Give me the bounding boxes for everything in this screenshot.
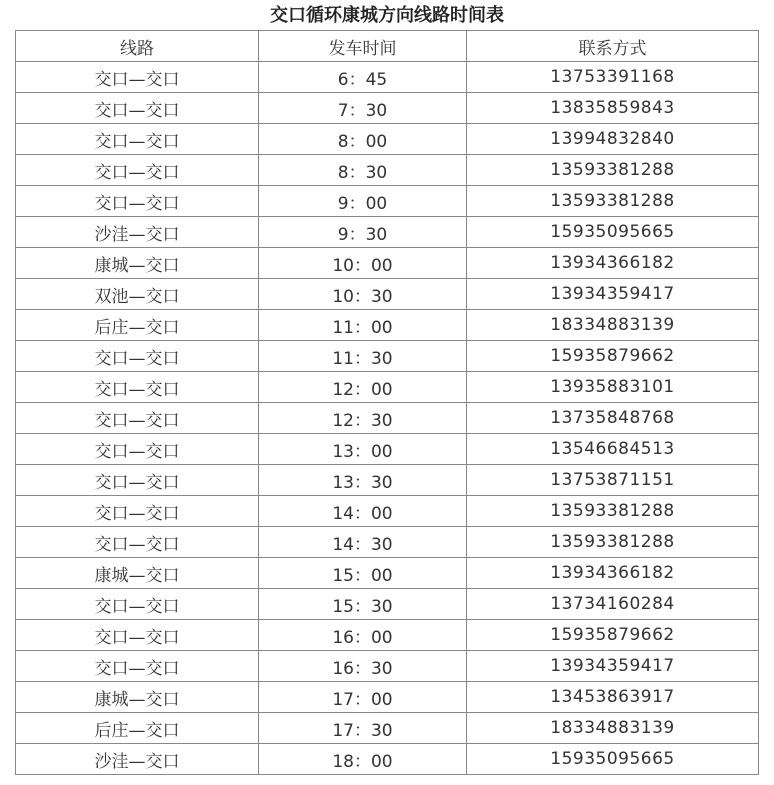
table-row xyxy=(16,279,759,310)
route-cell: 交口—交口 xyxy=(16,620,259,651)
departure-time-cell: 8：30 xyxy=(259,155,467,186)
column-header-time: 发车时间 xyxy=(259,31,467,62)
route-cell: 交口—交口 xyxy=(16,434,259,465)
route-cell: 沙洼—交口 xyxy=(16,744,259,775)
departure-time-cell: 10：00 xyxy=(259,248,467,279)
table-row xyxy=(16,496,759,527)
table-row xyxy=(16,651,759,682)
table-row xyxy=(16,186,759,217)
departure-time-cell: 9：00 xyxy=(259,186,467,217)
contact-phone-cell: 15935095665 xyxy=(467,217,759,248)
table-row xyxy=(16,620,759,651)
departure-time-cell: 16：30 xyxy=(259,651,467,682)
departure-time-cell: 14：00 xyxy=(259,496,467,527)
contact-phone-cell: 18334883139 xyxy=(467,713,759,744)
table-row xyxy=(16,403,759,434)
table-row xyxy=(16,558,759,589)
table-row xyxy=(16,93,759,124)
contact-phone-cell: 13934366182 xyxy=(467,248,759,279)
schedule-table xyxy=(15,30,759,775)
page-title: 交口循环康城方向线路时间表 xyxy=(270,5,504,26)
departure-time-cell: 18：00 xyxy=(259,744,467,775)
table-row xyxy=(16,124,759,155)
contact-phone-cell: 13593381288 xyxy=(467,186,759,217)
table-row xyxy=(16,713,759,744)
departure-time-cell: 6：45 xyxy=(259,62,467,93)
table-row xyxy=(16,341,759,372)
contact-phone-cell: 13835859843 xyxy=(467,93,759,124)
departure-time-cell: 16：00 xyxy=(259,620,467,651)
contact-phone-cell: 13753391168 xyxy=(467,62,759,93)
route-cell: 后庄—交口 xyxy=(16,713,259,744)
route-cell: 康城—交口 xyxy=(16,682,259,713)
contact-phone-cell: 13593381288 xyxy=(467,527,759,558)
contact-phone-cell: 15935879662 xyxy=(467,620,759,651)
contact-phone-cell: 13753871151 xyxy=(467,465,759,496)
contact-phone-cell: 13934359417 xyxy=(467,651,759,682)
table-row xyxy=(16,744,759,775)
table-row xyxy=(16,310,759,341)
route-cell: 交口—交口 xyxy=(16,496,259,527)
table-row xyxy=(16,465,759,496)
route-cell: 后庄—交口 xyxy=(16,310,259,341)
route-cell: 交口—交口 xyxy=(16,372,259,403)
route-cell: 交口—交口 xyxy=(16,62,259,93)
departure-time-cell: 12：30 xyxy=(259,403,467,434)
contact-phone-cell: 13734160284 xyxy=(467,589,759,620)
departure-time-cell: 12：00 xyxy=(259,372,467,403)
table-body xyxy=(16,62,759,775)
table-row xyxy=(16,589,759,620)
contact-phone-cell: 15935095665 xyxy=(467,744,759,775)
departure-time-cell: 15：00 xyxy=(259,558,467,589)
contact-phone-cell: 13935883101 xyxy=(467,372,759,403)
departure-time-cell: 11：30 xyxy=(259,341,467,372)
table-row xyxy=(16,248,759,279)
route-cell: 交口—交口 xyxy=(16,186,259,217)
departure-time-cell: 11：00 xyxy=(259,310,467,341)
table-row xyxy=(16,434,759,465)
contact-phone-cell: 13546684513 xyxy=(467,434,759,465)
column-header-contact: 联系方式 xyxy=(467,31,759,62)
table-row xyxy=(16,682,759,713)
departure-time-cell: 13：30 xyxy=(259,465,467,496)
column-header-route: 线路 xyxy=(16,31,259,62)
departure-time-cell: 7：30 xyxy=(259,93,467,124)
route-cell: 康城—交口 xyxy=(16,248,259,279)
table-row xyxy=(16,217,759,248)
route-cell: 康城—交口 xyxy=(16,558,259,589)
route-cell: 交口—交口 xyxy=(16,341,259,372)
contact-phone-cell: 13934359417 xyxy=(467,279,759,310)
route-cell: 交口—交口 xyxy=(16,93,259,124)
route-cell: 双池—交口 xyxy=(16,279,259,310)
departure-time-cell: 14：30 xyxy=(259,527,467,558)
table-row xyxy=(16,62,759,93)
departure-time-cell: 15：30 xyxy=(259,589,467,620)
route-cell: 沙洼—交口 xyxy=(16,217,259,248)
contact-phone-cell: 13593381288 xyxy=(467,155,759,186)
departure-time-cell: 17：00 xyxy=(259,682,467,713)
contact-phone-cell: 13453863917 xyxy=(467,682,759,713)
contact-phone-cell: 13994832840 xyxy=(467,124,759,155)
contact-phone-cell: 13735848768 xyxy=(467,403,759,434)
table-row xyxy=(16,372,759,403)
departure-time-cell: 9：30 xyxy=(259,217,467,248)
route-cell: 交口—交口 xyxy=(16,124,259,155)
route-cell: 交口—交口 xyxy=(16,465,259,496)
departure-time-cell: 10：30 xyxy=(259,279,467,310)
route-cell: 交口—交口 xyxy=(16,589,259,620)
departure-time-cell: 17：30 xyxy=(259,713,467,744)
table-row xyxy=(16,527,759,558)
departure-time-cell: 13：00 xyxy=(259,434,467,465)
route-cell: 交口—交口 xyxy=(16,527,259,558)
departure-time-cell: 8：00 xyxy=(259,124,467,155)
contact-phone-cell: 18334883139 xyxy=(467,310,759,341)
table-row xyxy=(16,155,759,186)
contact-phone-cell: 13934366182 xyxy=(467,558,759,589)
route-cell: 交口—交口 xyxy=(16,403,259,434)
contact-phone-cell: 15935879662 xyxy=(467,341,759,372)
contact-phone-cell: 13593381288 xyxy=(467,496,759,527)
route-cell: 交口—交口 xyxy=(16,651,259,682)
header-row xyxy=(16,31,759,62)
table-header xyxy=(16,31,759,62)
route-cell: 交口—交口 xyxy=(16,155,259,186)
